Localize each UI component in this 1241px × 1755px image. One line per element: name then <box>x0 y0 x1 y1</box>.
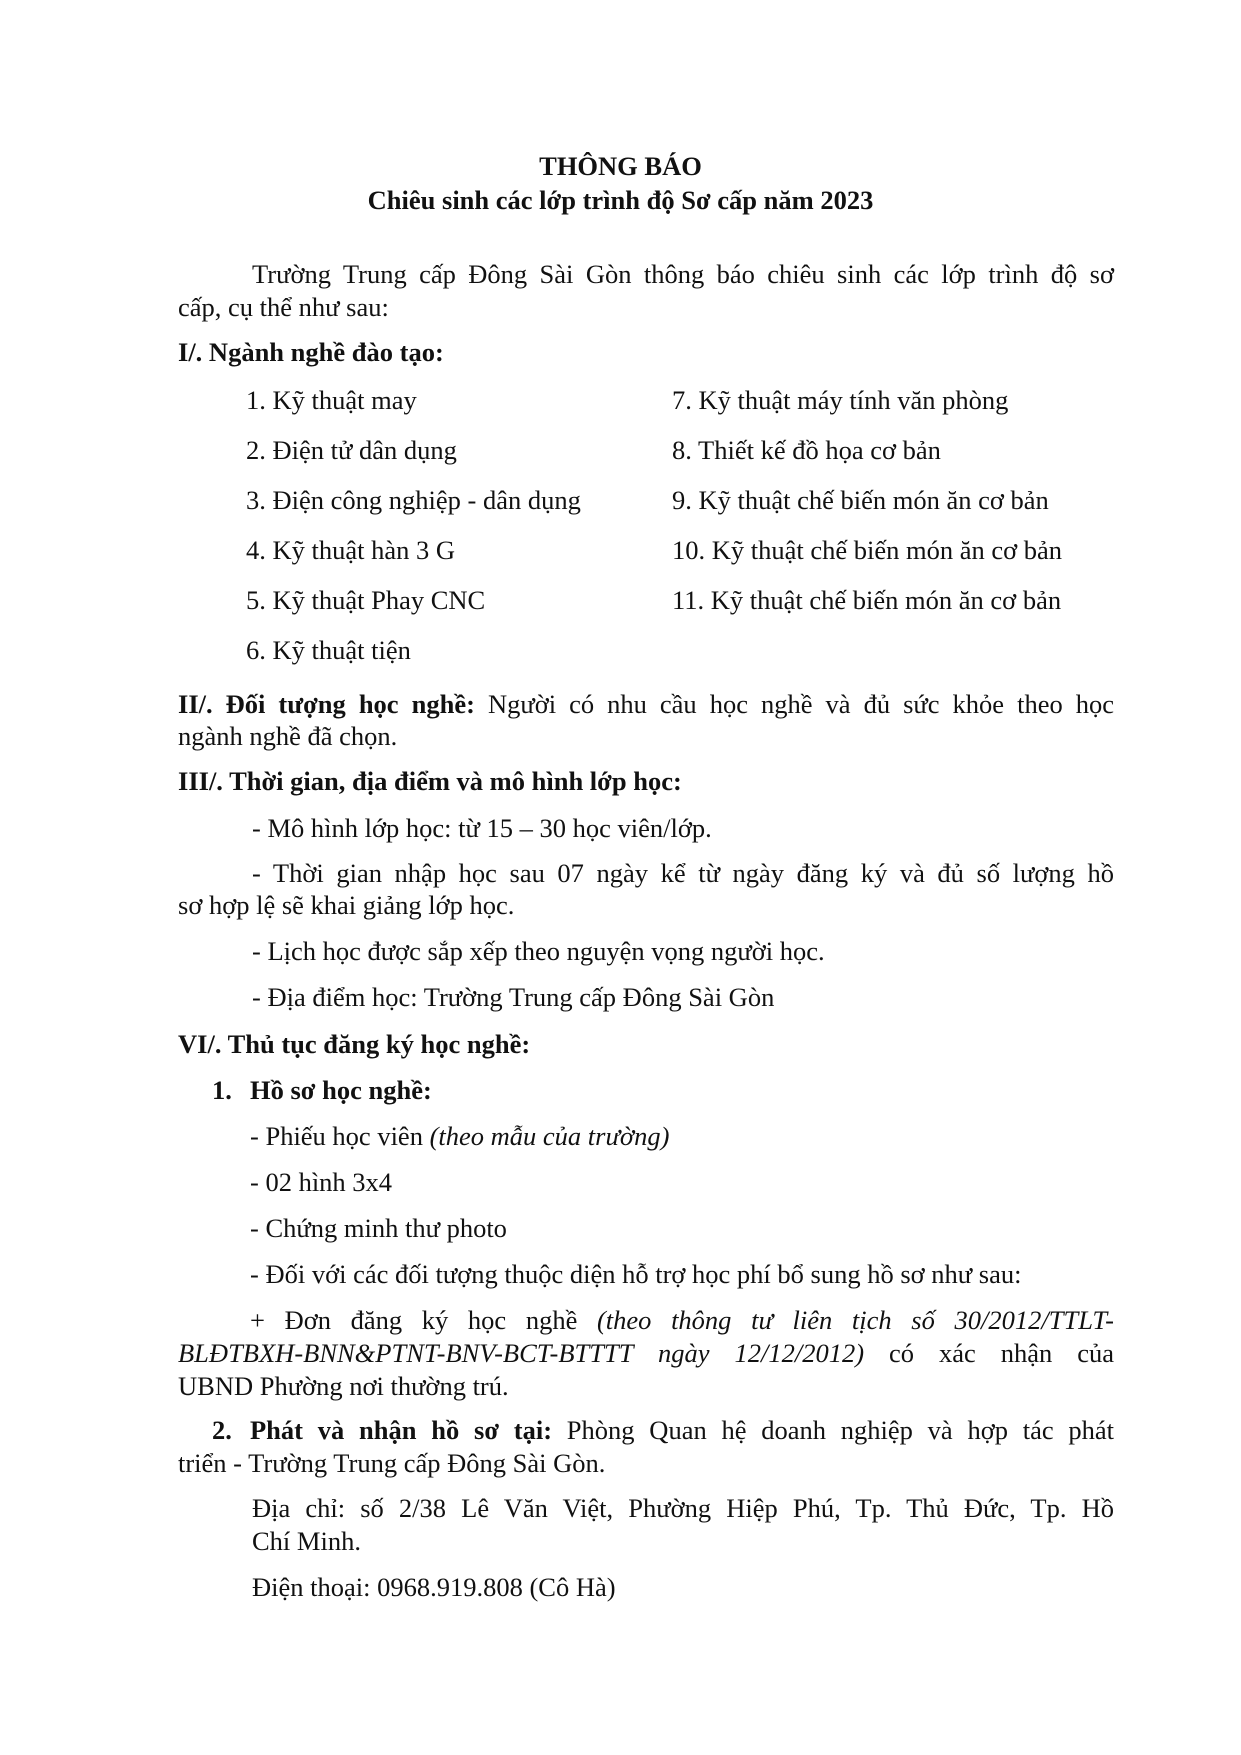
section-4-heading: VI/. Thủ tục đăng ký học nghề: <box>178 1029 531 1059</box>
intro-line-1: Trường Trung cấp Đông Sài Gòn thông báo chiêu sinh các lớp trình độ sơ <box>252 259 1114 289</box>
document-item-prefix: + Đơn đăng ký học nghề <box>250 1305 578 1335</box>
course-item: 11. Kỹ thuật chế biến món ăn cơ bản <box>672 585 1062 615</box>
document-item-note: BLĐTBXH-BNN&PTNT-BNV-BCT-BTTTT ngày 12/12/2012) <box>178 1338 865 1368</box>
intro-line-2: cấp, cụ thể như sau: <box>178 292 389 322</box>
subsection-2-heading: Phát và nhận hồ sơ tại: <box>250 1415 553 1445</box>
page-title: THÔNG BÁO <box>539 151 702 181</box>
section-3-item-cont: sơ hợp lệ sẽ khai giảng lớp học. <box>178 890 515 920</box>
course-item: 10. Kỹ thuật chế biến món ăn cơ bản <box>672 535 1063 565</box>
subsection-2-number: 2. <box>212 1415 232 1445</box>
section-3-item: - Mô hình lớp học: từ 15 – 30 học viên/lớp. <box>252 813 712 843</box>
document-item: - Đối với các đối tượng thuộc diện hỗ trợ học phí bổ sung hồ sơ như sau: <box>250 1259 1022 1289</box>
section-3-item: - Địa điểm học: Trường Trung cấp Đông Sài Gòn <box>252 982 775 1012</box>
section-2-line-2: ngành nghề đã chọn. <box>178 721 398 751</box>
section-3-item: - Lịch học được sắp xếp theo nguyện vọng người học. <box>252 936 825 966</box>
document-item <box>250 1120 669 1152</box>
document-item-note: (theo mẫu của trường) <box>429 1121 670 1151</box>
course-item: 3. Điện công nghiệp - dân dụng <box>246 485 581 515</box>
document-item: - 02 hình 3x4 <box>250 1167 393 1197</box>
document-item-line-1 <box>250 1304 1114 1336</box>
course-item: 4. Kỹ thuật hàn 3 G <box>246 535 456 565</box>
subsection-2-line-1 <box>250 1414 1114 1446</box>
course-item: 2. Điện tử dân dụng <box>246 435 457 465</box>
course-item: 1. Kỹ thuật may <box>246 385 417 415</box>
course-item: 7. Kỹ thuật máy tính văn phòng <box>672 385 1009 415</box>
section-2-heading: II/. Đối tượng học nghề: <box>178 689 475 719</box>
course-item: 9. Kỹ thuật chế biến món ăn cơ bản <box>672 485 1049 515</box>
section-3-item: - Thời gian nhập học sau 07 ngày kể từ ngày đăng ký và đủ số lượng hồ <box>252 858 1114 888</box>
address-line-1: Địa chỉ: số 2/38 Lê Văn Việt, Phường Hiệp Phú, Tp. Thủ Đức, Tp. Hồ <box>252 1493 1114 1523</box>
subsection-1-number: 1. <box>212 1075 232 1105</box>
subsection-2-line-2: triển - Trường Trung cấp Đông Sài Gòn. <box>178 1448 606 1478</box>
phone-line: Điện thoại: 0968.919.808 (Cô Hà) <box>252 1572 616 1602</box>
address-line-2: Chí Minh. <box>252 1526 361 1556</box>
page-subtitle: Chiêu sinh các lớp trình độ Sơ cấp năm 2023 <box>367 185 874 215</box>
document-item-line-2 <box>178 1337 1114 1369</box>
subsection-1-heading: Hồ sơ học nghề: <box>250 1075 432 1105</box>
subsection-2-text: Phòng Quan hệ doanh nghiệp và hợp tác phát <box>566 1415 1114 1445</box>
section-2-line-1 <box>178 688 1114 720</box>
section-3-heading: III/. Thời gian, địa điểm và mô hình lớp học: <box>178 766 682 796</box>
document-item-line-3: UBND Phường nơi thường trú. <box>178 1371 509 1401</box>
section-1-heading: I/. Ngành nghề đào tạo: <box>178 337 444 367</box>
document-item-suffix: có xác nhận của <box>889 1338 1115 1368</box>
section-2-text: Người có nhu cầu học nghề và đủ sức khỏe theo học <box>487 689 1114 719</box>
document-item-text: - Phiếu học viên <box>250 1121 430 1151</box>
document-item: - Chứng minh thư photo <box>250 1213 507 1243</box>
document-item-note: (theo thông tư liên tịch số 30/2012/TTLT- <box>596 1305 1114 1335</box>
course-item: 8. Thiết kế đồ họa cơ bản <box>672 435 941 465</box>
course-item: 6. Kỹ thuật tiện <box>246 635 411 665</box>
course-item: 5. Kỹ thuật Phay CNC <box>246 585 486 615</box>
